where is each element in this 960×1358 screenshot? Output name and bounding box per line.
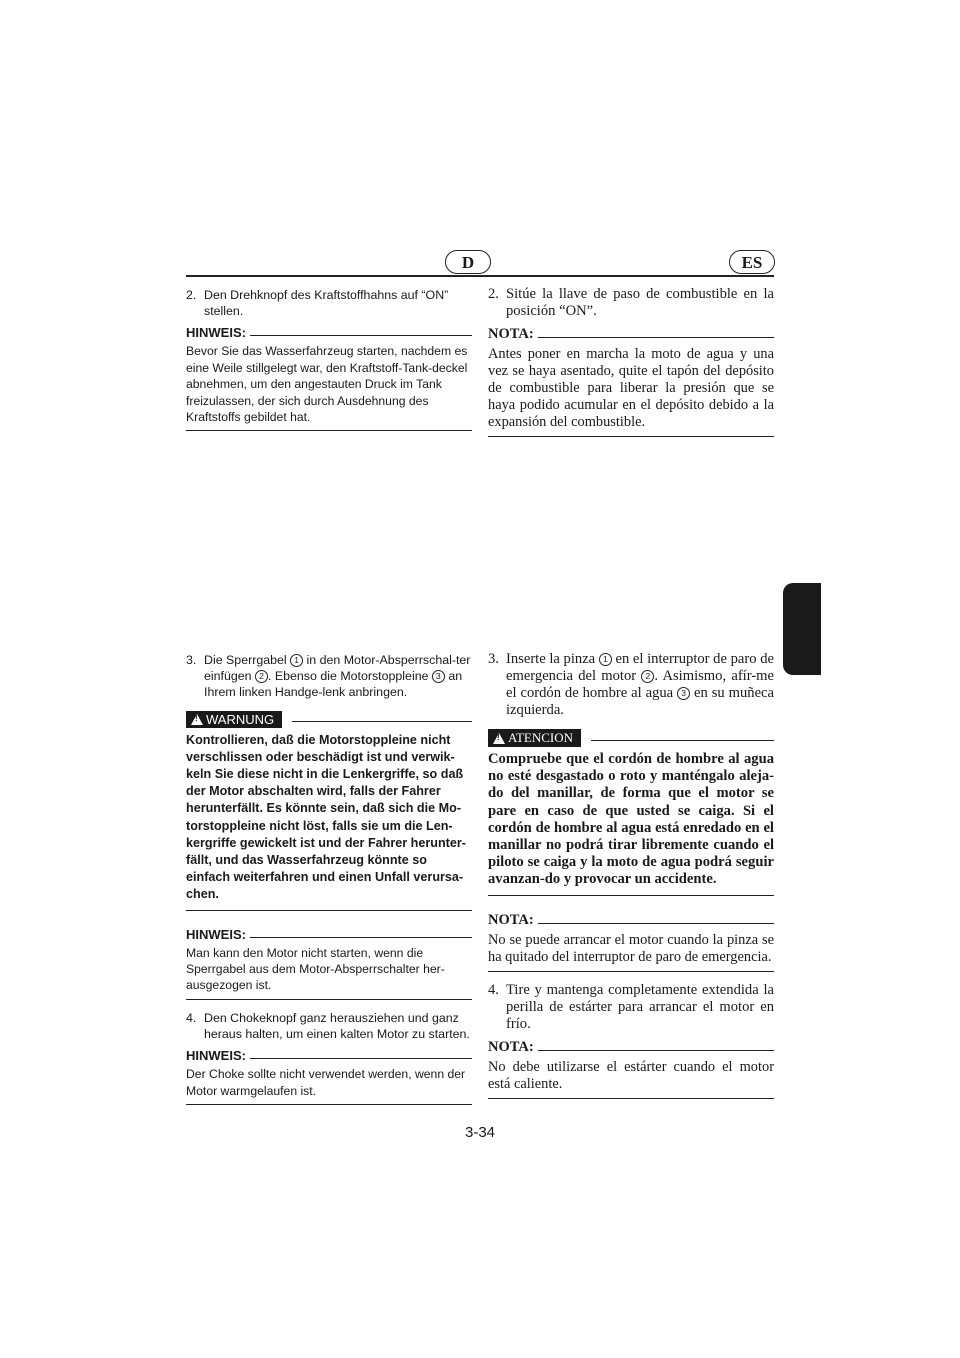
- es-note-1-body: Antes poner en marcha la moto de agua y una vez se haya asentado, quite el tapón del depósito de combustible para liberar la presión que se haya podido acumular en el depósito debido a la expansión del combustible.: [488, 343, 774, 437]
- es-note-2-body: No se puede arrancar el motor cuando la pinza se ha quitado del interruptor de paro de emergencia.: [488, 929, 774, 972]
- warning-triangle-icon: [493, 733, 505, 744]
- es-step-2: [488, 286, 774, 320]
- callout-2: 2: [641, 670, 654, 683]
- step-text: . Asimismo, afír-me el cordón de hombre al agua: [506, 668, 774, 701]
- de-note-3-header: [186, 1048, 472, 1063]
- page-number: 3-34: [464, 1124, 496, 1141]
- de-note-2-header: [186, 927, 472, 942]
- step-number: 2.: [186, 288, 197, 302]
- de-note-2-body: Man kann den Motor nicht starten, wenn die Sperrgabel aus dem Motor-Absperrschalter her-ausgezogen ist.: [186, 942, 472, 1000]
- warning-badge: [186, 711, 282, 728]
- chapter-side-tab: [783, 583, 821, 675]
- warning-label: ATENCION: [508, 730, 573, 745]
- step-number: 4.: [488, 981, 499, 998]
- note-label: NOTA:: [488, 911, 534, 928]
- step-text: an Ihrem linken Handge-lenk anbringen.: [204, 669, 463, 700]
- es-step-3: [488, 651, 774, 719]
- de-step-2: [186, 287, 472, 319]
- warning-triangle-icon: [191, 714, 203, 725]
- note-label: NOTA:: [488, 1038, 534, 1055]
- step-text: Inserte la pinza: [506, 651, 599, 667]
- callout-2: 2: [255, 670, 268, 683]
- es-warning-header: [488, 729, 774, 747]
- note-label: HINWEIS:: [186, 926, 246, 942]
- de-lower-block: [186, 652, 472, 1105]
- callout-3: 3: [432, 670, 445, 683]
- step-number: 3.: [186, 653, 197, 667]
- es-step-4: [488, 982, 774, 1033]
- callout-1: 1: [290, 654, 303, 667]
- de-warning-body: Kontrollieren, daß die Motorstoppleine nicht verschlissen oder beschädigt ist und verwik-keln Sie diese nicht in die Lenkergriffe, so daß der Motor abschalten wird, falls der Fahrer herunterfällt. Es könnte sein, daß sich die Mo-torstoppleine nicht löst, falls sie um die Len-kergriffe gewickelt ist und der Fahrer herunter-fällt, und das Wasserfahrzeug könnte so einfach weiterfahren und einen Unfall verursa-chen.: [186, 728, 472, 911]
- header-rule: [186, 275, 774, 277]
- step-text: . Ebenso die Motorstoppleine: [267, 669, 432, 684]
- es-note-2-header: [488, 912, 774, 929]
- de-note-1-header: [186, 325, 472, 340]
- step-text: en el interruptor de paro de emergencia del motor: [506, 651, 774, 684]
- step-text: in den Motor-Absperrschal-ter einfügen: [204, 653, 471, 684]
- step-text: en su muñeca izquierda.: [506, 685, 774, 718]
- note-label: HINWEIS:: [186, 1048, 246, 1064]
- step-number: 2.: [488, 286, 499, 302]
- es-lower-block: [488, 651, 774, 1099]
- es-note-1-header: [488, 326, 774, 343]
- language-badge-de: D: [445, 250, 491, 274]
- note-label: HINWEIS:: [186, 325, 246, 341]
- de-step-3: [186, 652, 472, 701]
- es-note-3-header: [488, 1039, 774, 1056]
- callout-1: 1: [599, 653, 612, 666]
- es-warning-body: Compruebe que el cordón de hombre al agua no esté desgastado o roto y manténgalo aleja-do del manillar, de forma que el motor se pare en caso de que usted se caiga. Si el cordón de hombre al agua está enredado en el manillar no podrá tirar libremente cuando el piloto se caiga y la moto de agua podrá seguir avanzan-do y provocar un accidente.: [488, 747, 774, 896]
- es-top-block: [488, 286, 774, 437]
- de-step-4: [186, 1010, 472, 1042]
- step-text: Sitúe la llave de paso de combustible en la posición “ON”.: [506, 286, 774, 319]
- step-text: Tire y mantenga completamente extendida la perilla de estárter para arrancar el motor en frío.: [506, 981, 774, 1032]
- es-note-3-body: No debe utilizarse el estárter cuando el motor está caliente.: [488, 1056, 774, 1099]
- de-note-1-body: Bevor Sie das Wasserfahrzeug starten, nachdem es eine Weile stillgelegt war, den Kraftstoff-Tank-deckel abnehmen, um den angestauten Druck im Tank freizulassen, der sich durch Ausdehnung des Kraftstoffs gebildet hat.: [186, 340, 472, 431]
- warning-label: WARNUNG: [206, 711, 275, 727]
- warning-badge: [488, 729, 581, 747]
- step-number: 3.: [488, 651, 499, 667]
- step-text: Die Sperrgabel: [204, 653, 291, 667]
- callout-3: 3: [677, 687, 690, 700]
- step-number: 4.: [186, 1010, 197, 1025]
- step-text: Den Drehknopf des Kraftstoffhahns auf “ON” stellen.: [204, 288, 449, 319]
- de-top-block: [186, 287, 472, 431]
- language-badge-es: ES: [729, 250, 775, 274]
- step-text: Den Chokeknopf ganz herausziehen und ganz heraus halten, um einen kalten Motor zu starten.: [204, 1010, 470, 1042]
- de-note-3-body: Der Choke sollte nicht verwendet werden, wenn der Motor warmgelaufen ist.: [186, 1063, 472, 1105]
- note-label: NOTA:: [488, 326, 534, 342]
- de-warning-header: [186, 711, 472, 728]
